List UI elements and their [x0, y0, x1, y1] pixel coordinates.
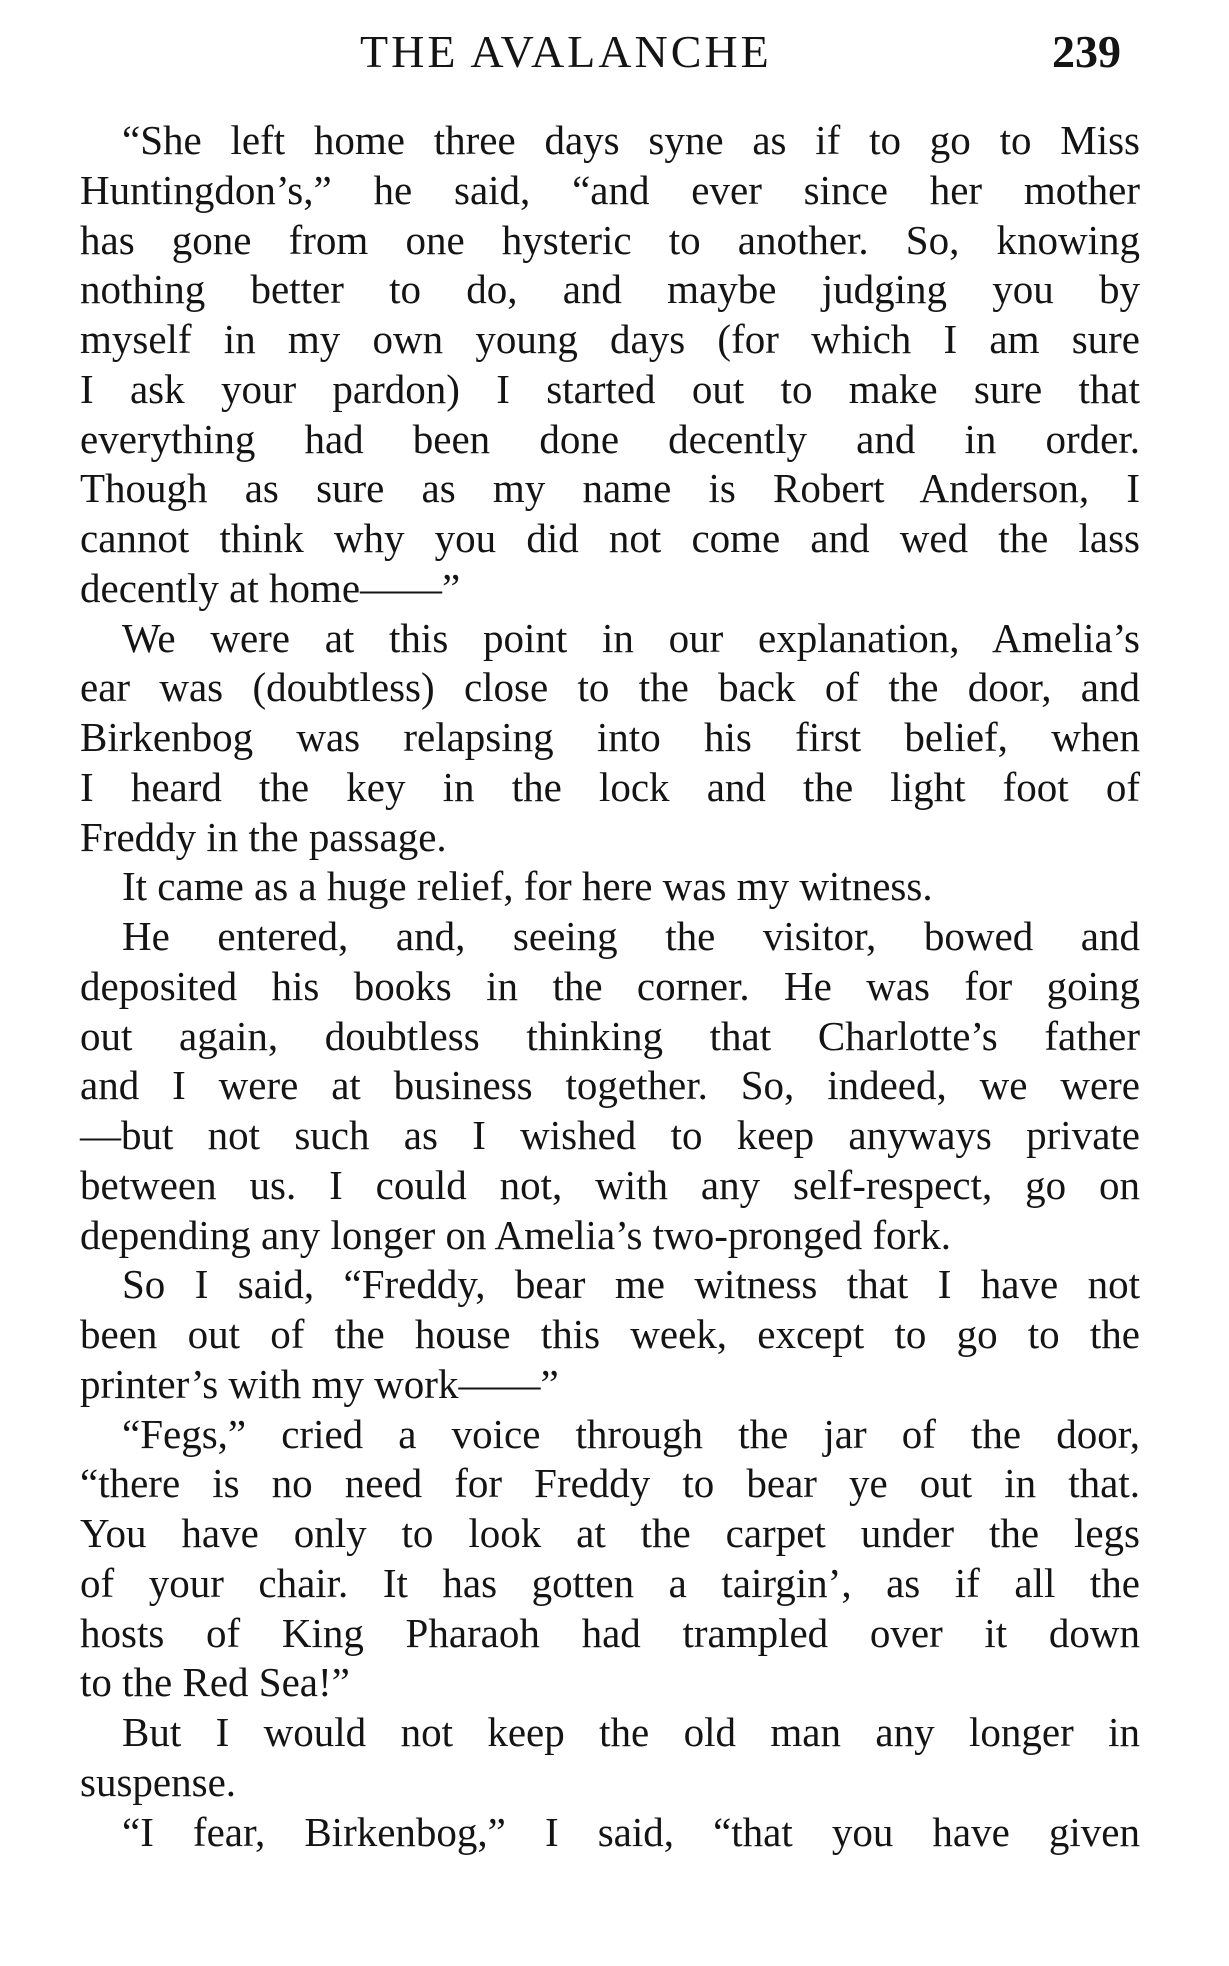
text-line: “I fear, Birkenbog,” I said, “that you have given — [122, 1808, 1140, 1855]
text-line: printer’s with my work——” — [80, 1360, 559, 1407]
text-line: between us. I could not, with any self-respect, go on — [80, 1161, 1140, 1208]
text-line: “there is no need for Freddy to bear ye out in that. — [80, 1460, 1140, 1507]
text-line: hosts of King Pharaoh had trampled over it down — [80, 1609, 1140, 1656]
text-line: cannot think why you did not come and wed the lass — [80, 515, 1140, 561]
text-line: You have only to look at the carpet under the legs — [80, 1510, 1140, 1556]
text-line: —but not such as I wished to keep anyways private — [80, 1112, 1140, 1158]
text-line: everything had been done decently and in order. — [80, 415, 1140, 462]
text-line: and I were at business together. So, indeed, we were — [80, 1062, 1140, 1109]
text-line: Huntingdon’s,” he said, “and ever since her mother — [80, 166, 1140, 213]
text-line: Freddy in the passage. — [80, 813, 447, 860]
text-line: suspense. — [80, 1758, 237, 1805]
text-line: myself in my own young days (for which I am sure — [80, 316, 1140, 362]
text-line: He entered, and, seeing the visitor, bowed and — [122, 913, 1140, 959]
text-line: So I said, “Freddy, bear me witness that I have not — [122, 1261, 1140, 1308]
text-line: I ask your pardon) I started out to make sure that — [80, 365, 1140, 412]
text-line: I heard the key in the lock and the light foot of — [80, 763, 1140, 810]
text-line: decently at home——” — [80, 564, 461, 611]
text-line: But I would not keep the old man any longer in — [122, 1709, 1140, 1755]
text-line: “Fegs,” cried a voice through the jar of the door, — [122, 1410, 1140, 1457]
running-header — [0, 22, 1229, 82]
text-line: It came as a huge relief, for here was my witness. — [122, 863, 933, 910]
text-line: Birkenbog was relapsing into his first belief, when — [80, 714, 1140, 760]
text-line: ear was (doubtless) close to the back of the door, and — [80, 664, 1140, 711]
text-line: depending any longer on Amelia’s two-pronged fork. — [80, 1211, 952, 1258]
text-line: has gone from one hysteric to another. So, knowing — [80, 216, 1140, 263]
text-line: out again, doubtless thinking that Charlotte’s father — [80, 1012, 1140, 1059]
text-line: We were at this point in our explanation, Amelia’s — [122, 614, 1140, 661]
body-text — [80, 116, 1140, 1857]
text-line: deposited his books in the corner. He was for going — [80, 962, 1140, 1009]
text-line: nothing better to do, and maybe judging you by — [80, 266, 1140, 313]
text-line: of your chair. It has gotten a tairgin’, as if all the — [80, 1559, 1140, 1606]
text-line: Though as sure as my name is Robert Anderson, I — [80, 465, 1140, 512]
text-line: to the Red Sea!” — [80, 1659, 350, 1706]
text-line: been out of the house this week, except to go to the — [80, 1311, 1140, 1357]
page-number: 239 — [1052, 26, 1121, 77]
running-title: THE AVALANCHE — [360, 26, 772, 77]
text-line: “She left home three days syne as if to go to Miss — [122, 117, 1140, 163]
